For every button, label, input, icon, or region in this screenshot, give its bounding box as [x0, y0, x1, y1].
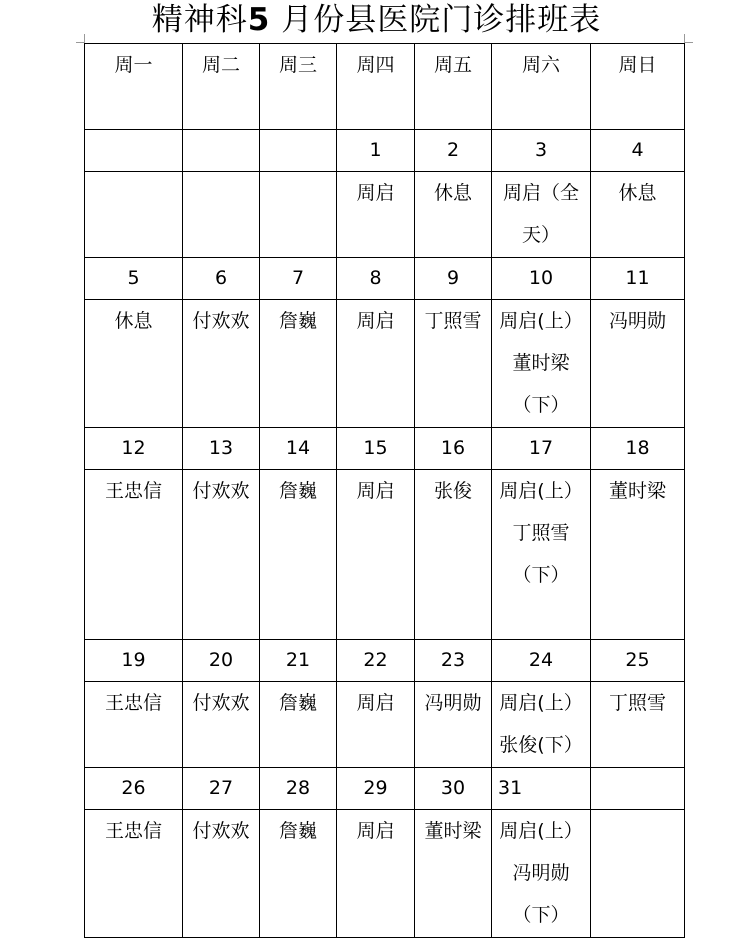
doctor-name: 周启（全 — [502, 182, 579, 204]
duty-cell — [183, 470, 260, 640]
date-cell — [260, 130, 337, 172]
duty-cell — [415, 300, 492, 428]
duty-cell — [85, 810, 183, 938]
doctor-name: 周启(上） — [499, 310, 583, 332]
date-cell: 12 — [85, 428, 183, 470]
duty-cell — [337, 682, 415, 768]
date-cell: 9 — [415, 258, 492, 300]
date-row — [85, 768, 685, 810]
duty-cell — [337, 300, 415, 428]
weekday-header: 周三 — [260, 44, 337, 130]
duty-cell — [337, 810, 415, 938]
date-cell: 24 — [492, 640, 591, 682]
duty-row — [85, 470, 685, 640]
doctor-name: 董时梁 — [512, 352, 570, 374]
doctor-name: 冯明勋 — [608, 310, 666, 332]
weekday-header: 周五 — [415, 44, 492, 130]
doctor-name: 付欢欢 — [192, 692, 250, 714]
doctor-name: （下） — [512, 394, 570, 416]
page-corner-mark-right — [684, 34, 693, 43]
date-cell: 11 — [591, 258, 685, 300]
doctor-name: 王忠信 — [104, 480, 162, 502]
duty-cell — [337, 172, 415, 258]
date-cell: 5 — [85, 258, 183, 300]
duty-cell — [85, 300, 183, 428]
duty-cell — [183, 682, 260, 768]
title-month: 5 — [247, 2, 271, 38]
duty-cell — [260, 682, 337, 768]
doctor-name: 冯明勋 — [424, 692, 482, 714]
date-cell: 14 — [260, 428, 337, 470]
doctor-name: 周启(上） — [499, 480, 583, 502]
date-cell: 4 — [591, 130, 685, 172]
duty-cell — [492, 172, 591, 258]
doctor-name: 王忠信 — [104, 692, 162, 714]
doctor-name: 付欢欢 — [192, 310, 250, 332]
doctor-name: 詹巍 — [278, 820, 317, 842]
doctor-name: 休息 — [433, 182, 472, 204]
duty-cell — [415, 172, 492, 258]
duty-cell — [415, 470, 492, 640]
date-cell: 6 — [183, 258, 260, 300]
duty-cell — [260, 172, 337, 258]
date-cell: 3 — [492, 130, 591, 172]
doctor-name: 张俊(下） — [499, 734, 583, 756]
duty-cell — [260, 810, 337, 938]
duty-cell — [415, 682, 492, 768]
doctor-name: 休息 — [114, 310, 153, 332]
date-row — [85, 130, 685, 172]
duty-cell — [415, 810, 492, 938]
doctor-name: （下） — [512, 904, 570, 926]
doctor-name: 周启 — [356, 480, 395, 502]
doctor-name: 周启 — [356, 692, 395, 714]
duty-cell — [337, 470, 415, 640]
date-row — [85, 258, 685, 300]
date-cell: 17 — [492, 428, 591, 470]
weekday-header: 周四 — [337, 44, 415, 130]
duty-cell — [591, 810, 685, 938]
date-cell: 20 — [183, 640, 260, 682]
date-cell: 26 — [85, 768, 183, 810]
date-cell: 2 — [415, 130, 492, 172]
doctor-name: 周启 — [356, 310, 395, 332]
date-cell — [591, 768, 685, 810]
doctor-name: （下） — [512, 564, 570, 586]
doctor-name: 丁照雪 — [424, 310, 482, 332]
date-cell: 1 — [337, 130, 415, 172]
date-cell: 13 — [183, 428, 260, 470]
weekday-header: 周六 — [492, 44, 591, 130]
doctor-name: 王忠信 — [104, 820, 162, 842]
doctor-name: 张俊 — [433, 480, 472, 502]
duty-cell — [591, 682, 685, 768]
schedule-table — [84, 43, 685, 938]
duty-row — [85, 172, 685, 258]
duty-cell — [260, 470, 337, 640]
date-cell — [183, 130, 260, 172]
weekday-header: 周一 — [85, 44, 183, 130]
date-cell: 10 — [492, 258, 591, 300]
title-suffix: 月份县医院门诊排班表 — [281, 2, 602, 38]
date-cell: 21 — [260, 640, 337, 682]
doctor-name: 休息 — [618, 182, 657, 204]
duty-row — [85, 682, 685, 768]
duty-cell — [183, 172, 260, 258]
doctor-name: 周启(上） — [499, 692, 583, 714]
date-cell: 31 — [492, 768, 591, 810]
doctor-name: 詹巍 — [278, 480, 317, 502]
duty-cell — [591, 172, 685, 258]
doctor-name: 周启 — [356, 820, 395, 842]
date-cell: 28 — [260, 768, 337, 810]
duty-cell — [591, 470, 685, 640]
page-title — [0, 0, 753, 40]
doctor-name: 詹巍 — [278, 310, 317, 332]
doctor-name: 天） — [521, 224, 560, 246]
duty-cell — [260, 300, 337, 428]
date-cell: 16 — [415, 428, 492, 470]
date-cell — [85, 130, 183, 172]
doctor-name: 董时梁 — [424, 820, 482, 842]
doctor-name: 丁照雪 — [608, 692, 666, 714]
doctor-name: 付欢欢 — [192, 820, 250, 842]
duty-cell — [492, 810, 591, 938]
date-cell: 23 — [415, 640, 492, 682]
duty-cell — [492, 470, 591, 640]
date-cell: 27 — [183, 768, 260, 810]
date-cell: 15 — [337, 428, 415, 470]
duty-cell — [183, 300, 260, 428]
duty-row — [85, 810, 685, 938]
date-cell: 8 — [337, 258, 415, 300]
date-cell: 7 — [260, 258, 337, 300]
duty-cell — [591, 300, 685, 428]
weekday-header-row — [85, 44, 685, 130]
weekday-header: 周二 — [183, 44, 260, 130]
title-prefix: 精神科 — [151, 2, 248, 38]
weekday-header: 周日 — [591, 44, 685, 130]
doctor-name: 付欢欢 — [192, 480, 250, 502]
doctor-name: 冯明勋 — [512, 862, 570, 884]
date-cell: 25 — [591, 640, 685, 682]
date-cell: 30 — [415, 768, 492, 810]
doctor-name: 詹巍 — [278, 692, 317, 714]
date-cell: 18 — [591, 428, 685, 470]
date-cell: 19 — [85, 640, 183, 682]
duty-cell — [492, 682, 591, 768]
duty-cell — [85, 682, 183, 768]
duty-row — [85, 300, 685, 428]
date-row — [85, 640, 685, 682]
doctor-name: 周启 — [356, 182, 395, 204]
date-cell: 29 — [337, 768, 415, 810]
duty-cell — [183, 810, 260, 938]
doctor-name: 董时梁 — [608, 480, 666, 502]
duty-cell — [85, 172, 183, 258]
duty-cell — [85, 470, 183, 640]
page-corner-mark-left — [76, 34, 85, 43]
date-row — [85, 428, 685, 470]
date-cell: 22 — [337, 640, 415, 682]
doctor-name: 丁照雪 — [512, 522, 570, 544]
doctor-name: 周启(上） — [499, 820, 583, 842]
duty-cell — [492, 300, 591, 428]
